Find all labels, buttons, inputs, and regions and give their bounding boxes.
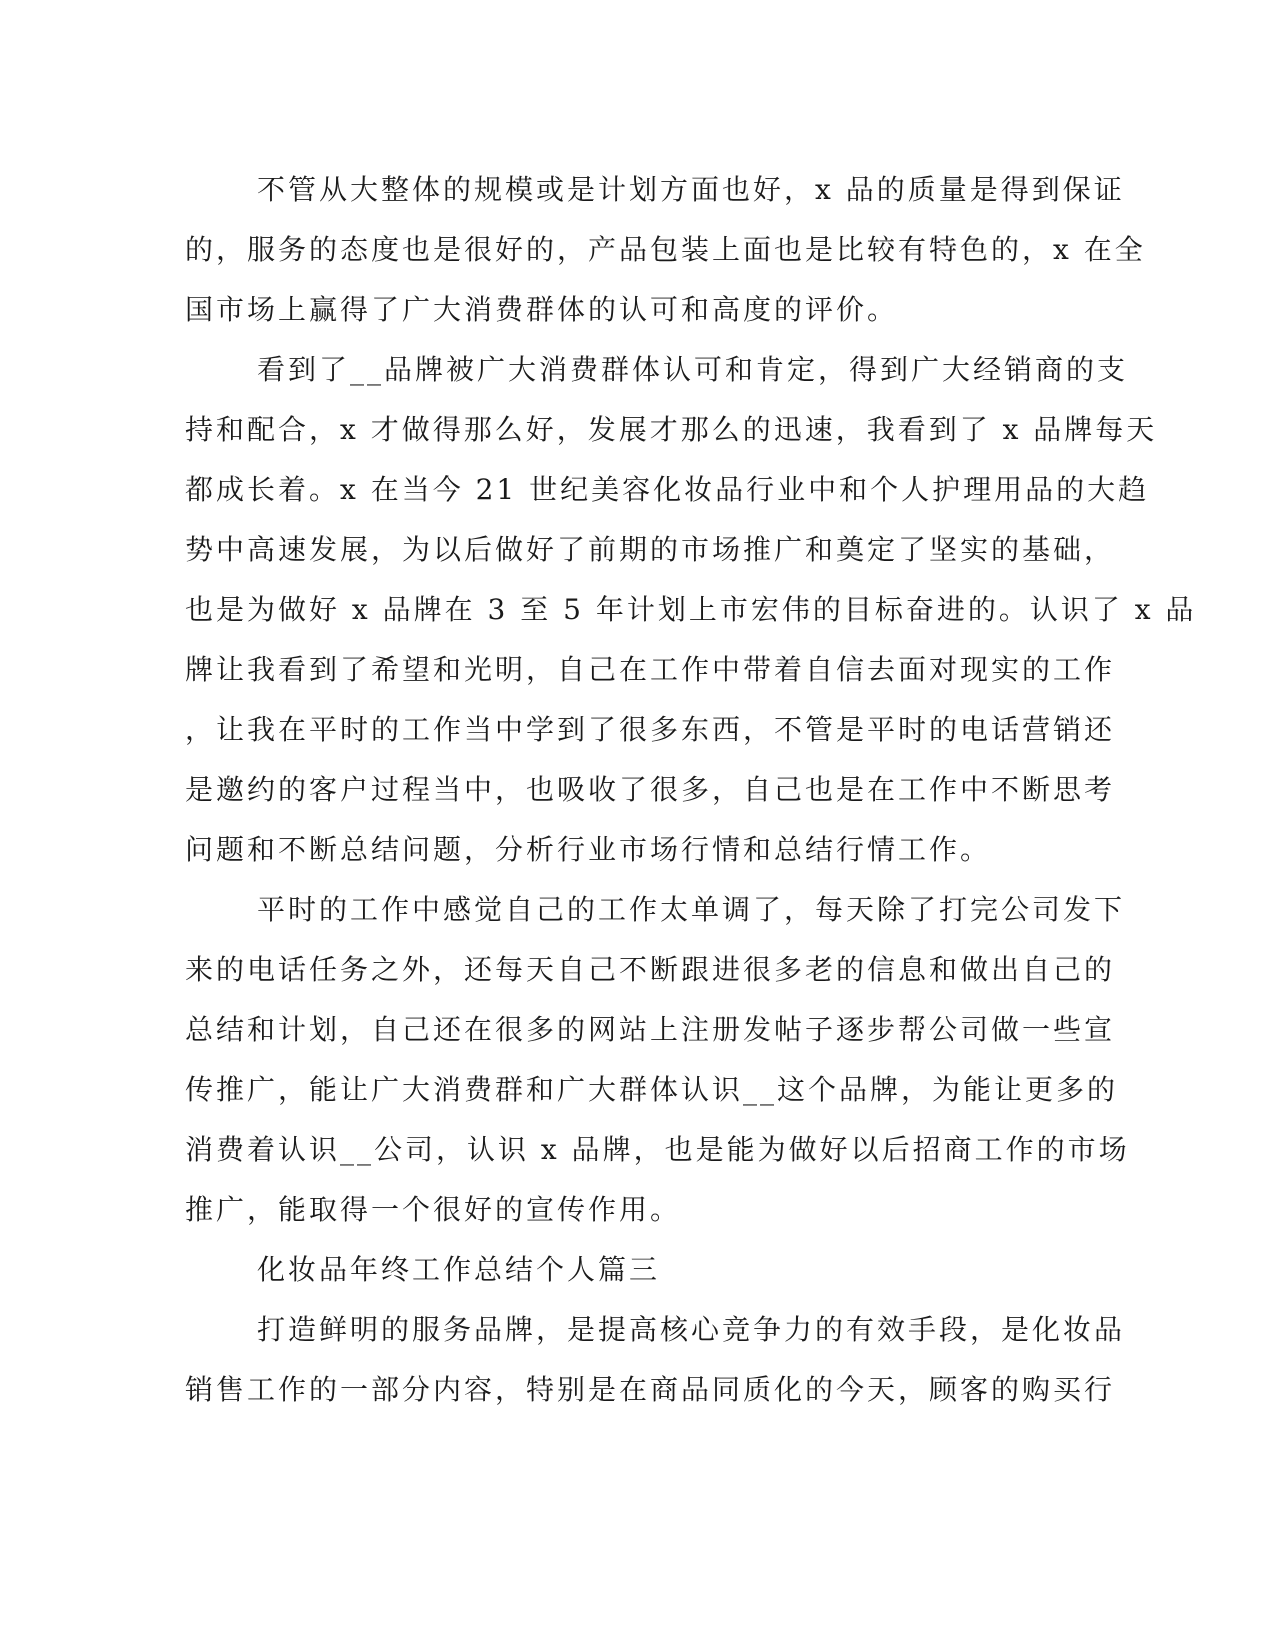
- text-line: 打造鲜明的服务品牌，是提高核心竞争力的有效手段，是化妆品: [257, 1313, 1126, 1346]
- text-line: 看到了__品牌被广大消费群体认可和肯定，得到广大经销商的支: [257, 353, 1129, 386]
- text-line: 也是为做好 x 品牌在 3 至 5 年计划上市宏伟的目标奋进的。认识了 x 品: [185, 593, 1197, 626]
- text-line: 牌让我看到了希望和光明，自己在工作中带着自信去面对现实的工作: [185, 653, 1116, 686]
- text-line: 不管从大整体的规模或是计划方面也好，x 品的质量是得到保证: [257, 173, 1125, 206]
- text-line: 传推广，能让广大消费群和广大群体认识__这个品牌，为能让更多的: [185, 1073, 1119, 1106]
- text-line: 平时的工作中感觉自己的工作太单调了，每天除了打完公司发下: [257, 893, 1126, 926]
- text-line: 销售工作的一部分内容，特别是在商品同质化的今天，顾客的购买行: [185, 1373, 1116, 1406]
- text-line: 总结和计划，自己还在很多的网站上注册发帖子逐步帮公司做一些宣: [185, 1013, 1116, 1046]
- text-line: 问题和不断总结问题，分析行业市场行情和总结行情工作。: [185, 833, 992, 866]
- text-line: 消费着认识__公司，认识 x 品牌，也是能为做好以后招商工作的市场: [185, 1133, 1130, 1166]
- text-line: 的，服务的态度也是很好的，产品包装上面也是比较有特色的，x 在全: [185, 233, 1146, 266]
- text-line: 持和配合，x 才做得那么好，发展才那么的迅速，我看到了 x 品牌每天: [185, 413, 1158, 446]
- text-line: 都成长着。x 在当今 21 世纪美容化妆品行业中和个人护理用品的大趋: [185, 473, 1150, 506]
- text-line: 来的电话任务之外，还每天自己不断跟进很多老的信息和做出自己的: [185, 953, 1116, 986]
- text-line: 国市场上赢得了广大消费群体的认可和高度的评价。: [185, 293, 899, 326]
- document-body: [185, 160, 1197, 1420]
- text-line: 推广，能取得一个很好的宣传作用。: [185, 1193, 682, 1226]
- text-line: 是邀约的客户过程当中，也吸收了很多，自己也是在工作中不断思考: [185, 773, 1116, 806]
- text-line: 势中高速发展，为以后做好了前期的市场推广和奠定了坚实的基础，: [185, 533, 1116, 566]
- section-heading: 化妆品年终工作总结个人篇三: [257, 1253, 661, 1286]
- text-line: ，让我在平时的工作当中学到了很多东西，不管是平时的电话营销还: [185, 713, 1116, 746]
